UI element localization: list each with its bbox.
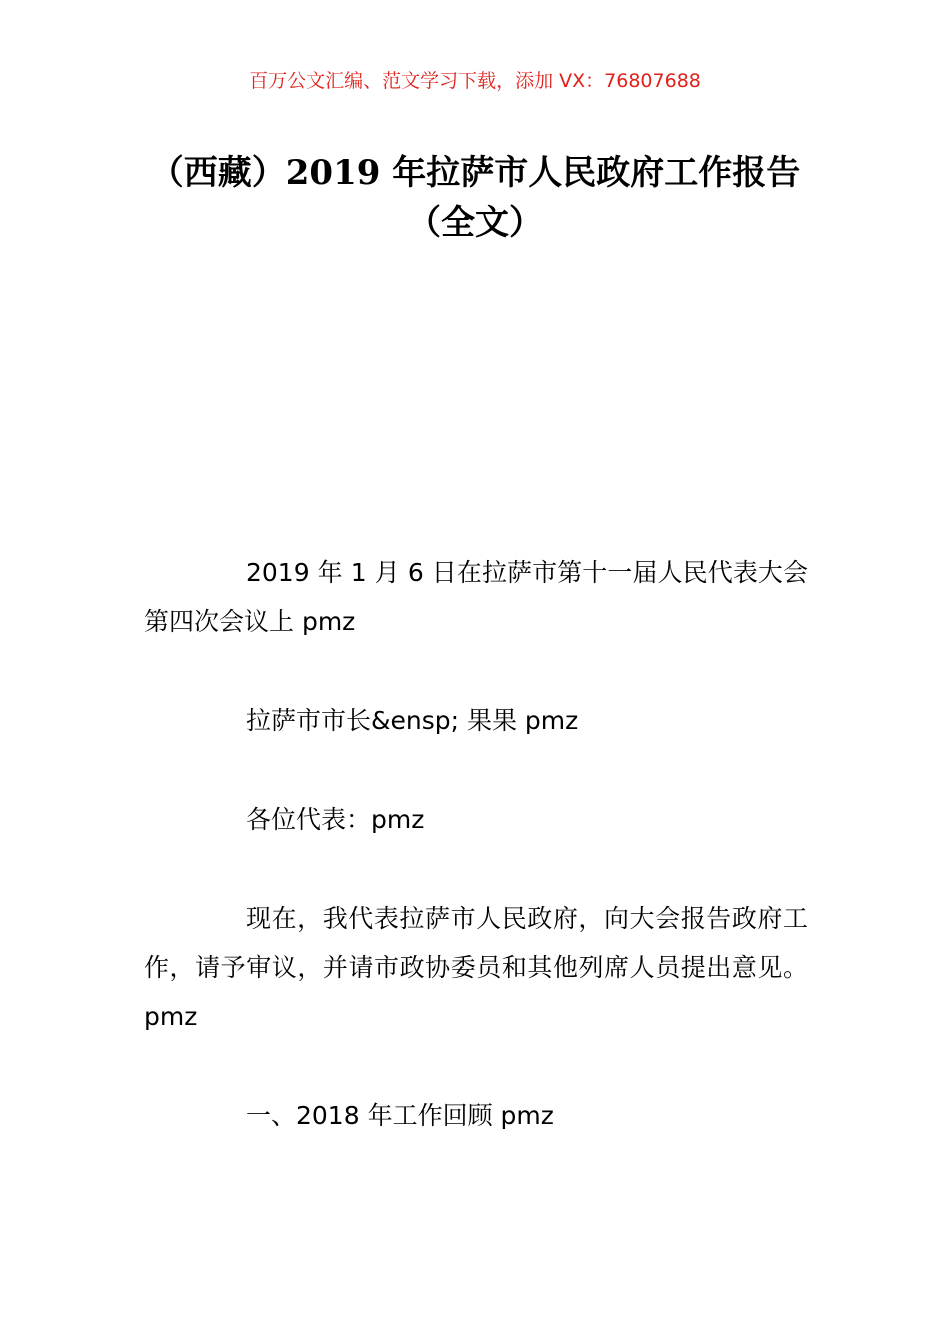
document-title-line-2: （全文）: [407, 203, 543, 243]
header-watermark-note: 百万公文汇编、范文学习下载，添加 VX：76807688: [249, 70, 701, 92]
paragraph-salutation: 各位代表：pmz: [246, 805, 425, 834]
section-heading-review: 一、2018 年工作回顾 pmz: [246, 1101, 554, 1130]
document-title-line-1: （西藏）2019 年拉萨市人民政府工作报告: [149, 153, 801, 193]
paragraph-intro: 现在，我代表拉萨市人民政府，向大会报告政府工作，请予审议，并请市政协委员和其他列席人员提出意见。pmz: [144, 904, 808, 1031]
document-title: [120, 148, 830, 248]
paragraph-meeting-info: 2019 年 1 月 6 日在拉萨市第十一届人民代表大会第四次会议上 pmz: [144, 558, 808, 636]
document-body: [144, 548, 808, 1190]
paragraph-mayor: 拉萨市市长&ensp; 果果 pmz: [246, 706, 579, 735]
